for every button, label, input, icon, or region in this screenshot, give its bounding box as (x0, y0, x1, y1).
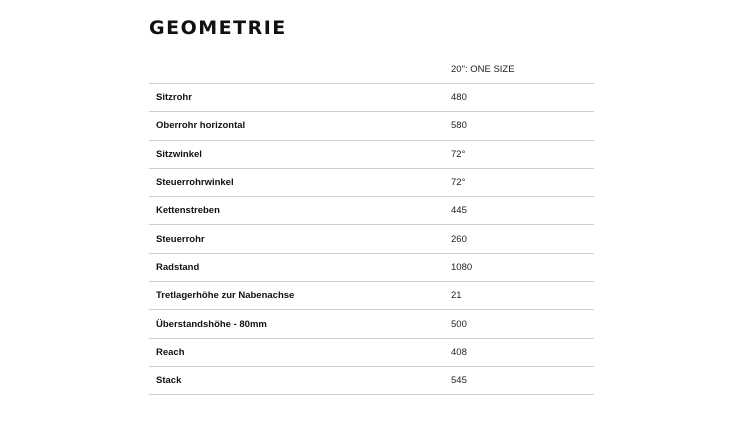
row-value: 500 (451, 318, 467, 330)
row-label: Oberrohr horizontal (156, 120, 246, 132)
row-label: Stack (156, 375, 182, 387)
row-label: Radstand (156, 261, 200, 273)
row-value: 1080 (451, 261, 473, 273)
table-row (149, 84, 594, 112)
row-label: Sitzrohr (156, 92, 192, 104)
row-label: Steuerrohrwinkel (156, 177, 234, 189)
row-value: 21 (451, 290, 462, 302)
row-label: Überstandshöhe - 80mm (156, 318, 267, 330)
row-value: 72° (451, 177, 466, 189)
row-value: 445 (451, 205, 467, 217)
row-value: 408 (451, 346, 467, 358)
table-row (149, 367, 594, 395)
table-row (149, 339, 594, 367)
row-label: Reach (156, 346, 185, 358)
size-header: 20": ONE SIZE (451, 64, 515, 75)
row-label: Tretlagerhöhe zur Nabenachse (156, 290, 295, 302)
table-row (149, 310, 594, 338)
table-header-row (149, 56, 594, 84)
table-row (149, 169, 594, 197)
row-label: Sitzwinkel (156, 148, 202, 160)
row-value: 545 (451, 375, 467, 387)
table-row (149, 225, 594, 253)
table-row (149, 141, 594, 169)
table-row (149, 254, 594, 282)
table-row (149, 197, 594, 225)
row-label: Steuerrohr (156, 233, 205, 245)
table-row (149, 112, 594, 140)
row-value: 580 (451, 120, 467, 132)
row-value: 480 (451, 92, 467, 104)
table-row (149, 282, 594, 310)
geometry-table (149, 56, 594, 395)
row-label: Kettenstreben (156, 205, 220, 217)
page-title: GEOMETRIE (149, 17, 287, 39)
row-value: 260 (451, 233, 467, 245)
row-value: 72° (451, 148, 466, 160)
